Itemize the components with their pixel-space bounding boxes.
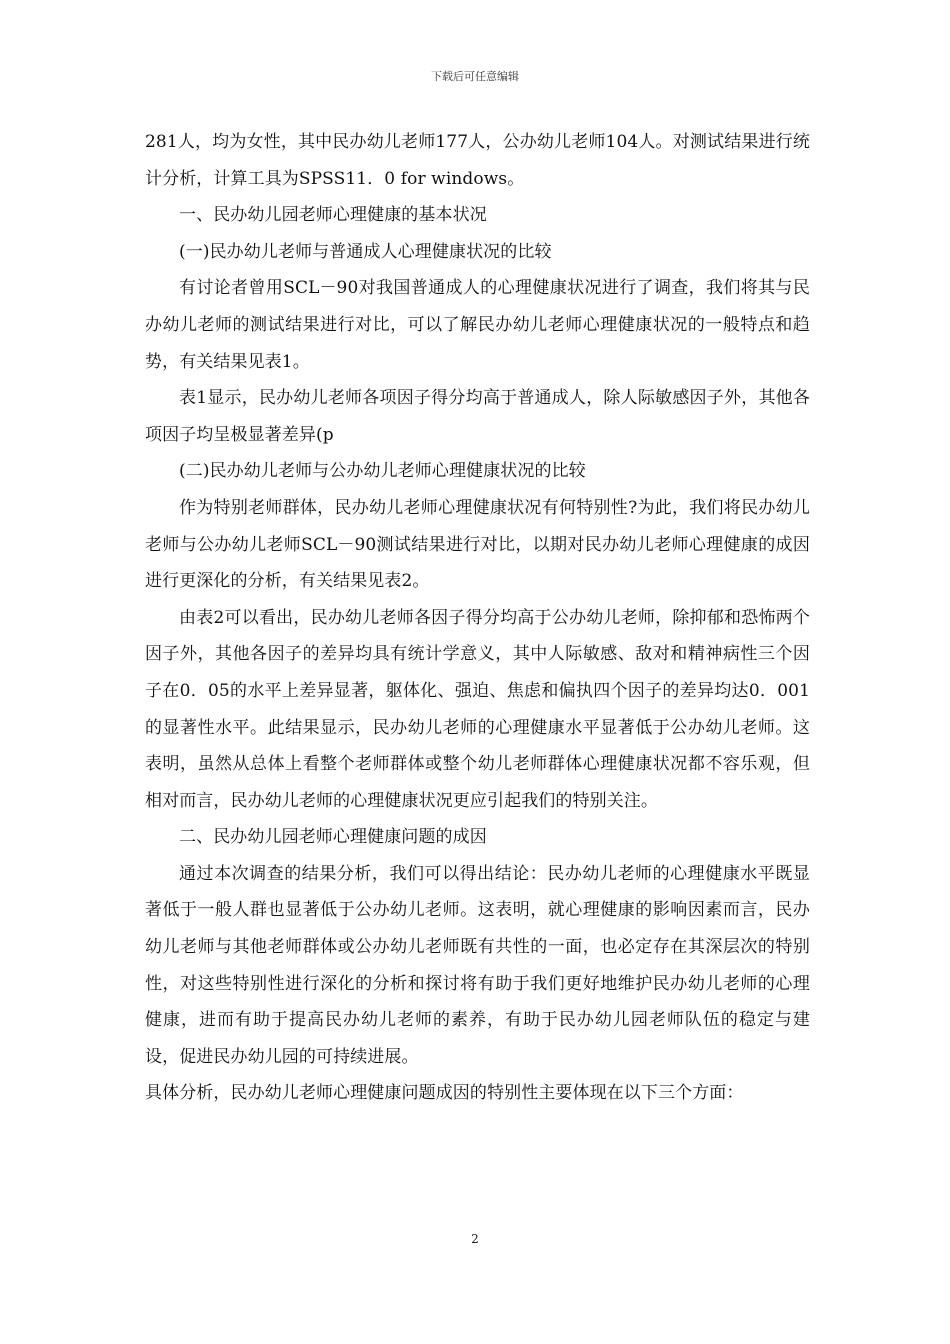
page-header: 下载后可任意编辑 bbox=[431, 70, 519, 83]
paragraph-7: 具体分析，民办幼儿老师心理健康问题成因的特别性主要体现在以下三个方面： bbox=[145, 1083, 744, 1104]
paragraph-2: 有讨论者曾用SCL－90对我国普通成人的心理健康状况进行了调查，我们将其与民办幼儿老师的测试结果进行对比，可以了解民办幼儿老师心理健康状况的一般特点和趋势，有关结果见表1。 bbox=[145, 278, 810, 372]
page-number: 2 bbox=[471, 1232, 479, 1246]
paragraph-5: 由表2可以看出，民办幼儿老师各因子得分均高于公办幼儿老师，除抑郁和恐怖两个因子外，其他各因子的差异均具有统计学意义，其中人际敏感、敌对和精神病性三个因子在0．05的水平上差异显著，躯体化、强迫、焦虑和偏执四个因子的差异均达0．001的显著性水平。此结果显示，民办幼儿老师的心理健康水平显著低于公办幼儿老师。这表明，虽然从总体上看整个老师群体或整个幼儿老师群体心理健康状况都不容乐观，但相对而言，民办幼儿老师的心理健康状况更应引起我们的特别关注。 bbox=[145, 607, 810, 811]
subsection-heading-1: (一)民办幼儿老师与普通成人心理健康状况的比较 bbox=[179, 241, 552, 262]
paragraph-4: 作为特别老师群体，民办幼儿老师心理健康状况有何特别性?为此，我们将民办幼儿老师与公办幼儿老师SCL－90测试结果进行对比，以期对民办幼儿老师心理健康的成因进行更深化的分析，有关结果见表2。 bbox=[145, 497, 810, 592]
document-body bbox=[145, 124, 810, 1112]
paragraph-1: 281人，均为女性，其中民办幼儿老师177人，公办幼儿老师104人。对测试结果进行统计分析，计算工具为SPSS11．0 for windows。 bbox=[145, 132, 810, 189]
section-heading-1: 一、民办幼儿园老师心理健康的基本状况 bbox=[179, 205, 487, 226]
section-heading-2: 二、民办幼儿园老师心理健康问题的成因 bbox=[179, 827, 487, 848]
subsection-heading-2: (二)民办幼儿老师与公办幼儿老师心理健康状况的比较 bbox=[179, 461, 586, 482]
paragraph-3: 表1显示，民办幼儿老师各项因子得分均高于普通成人，除人际敏感因子外，其他各项因子均呈极显著差异(p bbox=[145, 388, 810, 445]
paragraph-6: 通过本次调查的结果分析，我们可以得出结论：民办幼儿老师的心理健康水平既显著低于一般人群也显著低于公办幼儿老师。这表明，就心理健康的影响因素而言，民办幼儿老师与其他老师群体或公办幼儿老师既有共性的一面，也必定存在其深层次的特别性，对这些特别性进行深化的分析和探讨将有助于我们更好地维护民办幼儿老师的心理健康，进而有助于提高民办幼儿老师的素养，有助于民办幼儿园老师队伍的稳定与建设，促进民办幼儿园的可持续进展。 bbox=[145, 863, 810, 1067]
